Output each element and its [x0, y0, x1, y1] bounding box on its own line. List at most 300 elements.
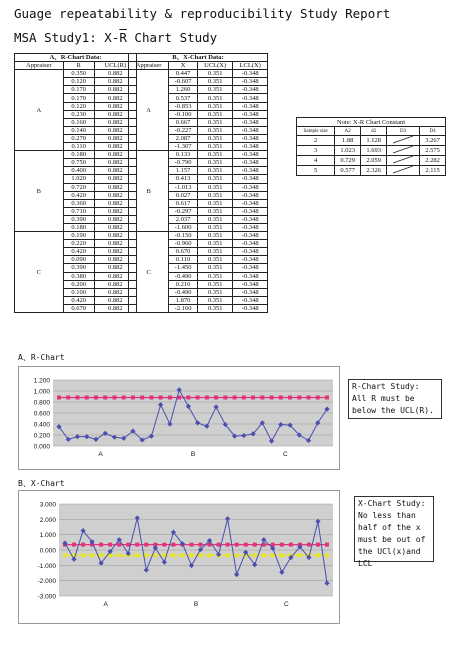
ucl-x-cell: 0.351	[197, 272, 233, 280]
lcl-marker	[316, 553, 320, 557]
y-tick-label: 0.000	[39, 547, 56, 555]
r-value-cell: 0.390	[63, 264, 94, 272]
r-value-cell: 1.020	[63, 175, 94, 183]
ucl-r-cell: 0.882	[94, 207, 136, 215]
ucl-marker	[75, 395, 79, 399]
y-tick-label: 1.000	[39, 532, 56, 540]
r-value-cell: 0.420	[63, 296, 94, 304]
y-tick-label: 0.400	[33, 421, 50, 429]
constant-cell: 2.575	[420, 146, 446, 156]
lcl-x-cell: -0.348	[233, 183, 268, 191]
lcl-marker	[135, 553, 139, 557]
x-value-cell: 0.210	[169, 280, 198, 288]
ucl-marker	[297, 395, 301, 399]
r-chart-note	[348, 379, 442, 419]
ucl-marker	[316, 543, 320, 547]
ucl-x-cell: 0.351	[197, 183, 233, 191]
x-value-cell: 2.087	[169, 134, 198, 142]
r-value-cell: 0.420	[63, 248, 94, 256]
ucl-marker	[140, 395, 144, 399]
ucl-x-cell: 0.351	[197, 151, 233, 159]
x-value-cell: -1.307	[169, 143, 198, 151]
x-value-cell: 0.027	[169, 191, 198, 199]
r-value-cell: 0.270	[63, 134, 94, 142]
y-tick-label: -3.000	[37, 593, 56, 601]
constant-cell: 1.88	[335, 136, 361, 146]
ucl-r-cell: 0.882	[94, 102, 136, 110]
ucl-marker	[162, 543, 166, 547]
ucl-r-cell: 0.882	[94, 134, 136, 142]
lcl-x-cell: -0.348	[233, 248, 268, 256]
lcl-x-cell: -0.348	[233, 232, 268, 240]
r-chart-data-table	[14, 53, 137, 313]
r-value-cell: 0.100	[63, 288, 94, 296]
ucl-r-cell: 0.882	[94, 126, 136, 134]
r-chart-section-label: A、R-Chart	[18, 353, 65, 362]
appraiser-cell: C	[129, 232, 169, 313]
constant-header: D4	[420, 127, 446, 136]
r-value-cell: 0.190	[63, 232, 94, 240]
r-chart	[19, 367, 339, 469]
lcl-x-cell: -0.348	[233, 191, 268, 199]
ucl-x-cell: 0.351	[197, 199, 233, 207]
ucl-marker	[72, 543, 76, 547]
r-value-cell: 0.170	[63, 86, 94, 94]
table-row	[297, 146, 446, 156]
lcl-x-cell: -0.348	[233, 167, 268, 175]
constant-header: A2	[335, 127, 361, 136]
lcl-marker	[199, 553, 203, 557]
x-chart-frame	[18, 490, 340, 624]
ucl-x-cell: 0.351	[197, 280, 233, 288]
x-value-cell: 1.870	[169, 296, 198, 304]
ucl-x-cell: 0.351	[197, 134, 233, 142]
x-note-body: No less than half of the x must be out of the UCl(x)and LCL	[358, 511, 426, 568]
ucl-marker	[307, 543, 311, 547]
x-value-cell: 0.537	[169, 94, 198, 102]
r-table-section-title: A、R-Chart Data:	[15, 54, 137, 62]
ucl-marker	[270, 395, 274, 399]
ucl-marker	[159, 395, 163, 399]
lcl-marker	[262, 553, 266, 557]
ucl-x-cell: 0.351	[197, 207, 233, 215]
ucl-x-cell: 0.351	[197, 304, 233, 312]
ucl-r-cell: 0.882	[94, 167, 136, 175]
x-value-cell: -0.100	[169, 110, 198, 118]
ucl-marker	[144, 543, 148, 547]
r-value-cell: 0.220	[63, 240, 94, 248]
ucl-marker	[189, 543, 193, 547]
ucl-r-cell: 0.882	[94, 288, 136, 296]
ucl-marker	[226, 543, 230, 547]
lcl-x-cell: -0.348	[233, 272, 268, 280]
x-value-cell: -0.790	[169, 159, 198, 167]
lcl-marker	[99, 553, 103, 557]
x-chart-section-label: B、X-Chart	[18, 479, 65, 488]
r-value-cell: 0.420	[63, 191, 94, 199]
ucl-marker	[279, 395, 283, 399]
ucl-x-cell: 0.351	[197, 94, 233, 102]
x-table-header: Appraiser	[129, 62, 169, 70]
ucl-marker	[325, 543, 329, 547]
ucl-marker	[235, 543, 239, 547]
r-table-header: R	[63, 62, 94, 70]
ucl-r-cell: 0.882	[94, 256, 136, 264]
lcl-x-cell: -0.348	[233, 94, 268, 102]
lcl-marker	[271, 553, 275, 557]
ucl-marker	[196, 395, 200, 399]
r-value-cell: 0.360	[63, 199, 94, 207]
lcl-marker	[226, 553, 230, 557]
constant-header: D3	[387, 127, 420, 136]
constant-cell	[387, 146, 420, 156]
x-table-header: X	[169, 62, 198, 70]
ucl-marker	[233, 395, 237, 399]
r-value-cell: 0.400	[63, 167, 94, 175]
constant-cell: 2.326	[361, 166, 387, 176]
r-value-cell: 0.750	[63, 159, 94, 167]
x-table-header: LCL(X)	[233, 62, 268, 70]
lcl-x-cell: -0.348	[233, 264, 268, 272]
ucl-r-cell: 0.882	[94, 94, 136, 102]
r-value-cell: 0.090	[63, 256, 94, 264]
ucl-r-cell: 0.882	[94, 232, 136, 240]
ucl-r-cell: 0.882	[94, 215, 136, 223]
subtitle-suffix: Chart Study	[126, 30, 218, 45]
x-value-cell: -0.607	[169, 78, 198, 86]
constant-cell: 0.577	[335, 166, 361, 176]
r-value-cell: 0.350	[63, 70, 94, 78]
constant-cell: 0.729	[335, 156, 361, 166]
constant-header: d2	[361, 127, 387, 136]
lcl-marker	[298, 553, 302, 557]
appraiser-cell: B	[129, 151, 169, 232]
constant-cell: 1.693	[361, 146, 387, 156]
r-value-cell: 0.160	[63, 118, 94, 126]
constant-table-title: Note: X-R Chart Constant	[297, 118, 446, 127]
ucl-r-cell: 0.882	[94, 118, 136, 126]
ucl-x-cell: 0.351	[197, 223, 233, 231]
ucl-marker	[205, 395, 209, 399]
ucl-x-cell: 0.351	[197, 175, 233, 183]
x-value-cell: 0.617	[169, 199, 198, 207]
report-subtitle	[14, 30, 217, 45]
ucl-marker	[280, 543, 284, 547]
x-value-cell: 0.447	[169, 70, 198, 78]
y-tick-label: 2.000	[39, 516, 56, 524]
ucl-marker	[81, 543, 85, 547]
diagonal-slash-icon	[393, 166, 413, 173]
ucl-r-cell: 0.882	[94, 280, 136, 288]
x-value-cell: 0.670	[169, 248, 198, 256]
table-row	[297, 156, 446, 166]
ucl-marker	[260, 395, 264, 399]
x-category-label: C	[283, 601, 289, 608]
ucl-marker	[108, 543, 112, 547]
ucl-r-cell: 0.882	[94, 248, 136, 256]
lcl-x-cell: -0.348	[233, 102, 268, 110]
lcl-marker	[235, 553, 239, 557]
r-value-cell: 0.200	[63, 280, 94, 288]
ucl-x-cell: 0.351	[197, 215, 233, 223]
lcl-marker	[81, 553, 85, 557]
constant-cell	[387, 136, 420, 146]
lcl-x-cell: -0.348	[233, 280, 268, 288]
lcl-marker	[180, 553, 184, 557]
x-table-section-title: B、X-Chart Data:	[129, 54, 268, 62]
constant-cell: 2.059	[361, 156, 387, 166]
constant-cell: 3	[297, 146, 335, 156]
r-value-cell: 0.180	[63, 151, 94, 159]
r-value-cell: 0.670	[63, 304, 94, 312]
x-category-label: B	[190, 451, 196, 458]
appraiser-cell: C	[15, 232, 64, 313]
ucl-marker	[57, 395, 61, 399]
table-row	[129, 70, 268, 78]
lcl-marker	[144, 553, 148, 557]
ucl-marker	[253, 543, 257, 547]
lcl-marker	[90, 553, 94, 557]
lcl-marker	[208, 553, 212, 557]
ucl-marker	[66, 395, 70, 399]
table-row	[297, 166, 446, 176]
lcl-marker	[325, 553, 329, 557]
ucl-x-cell: 0.351	[197, 86, 233, 94]
constant-cell: 1.128	[361, 136, 387, 146]
lcl-x-cell: -0.348	[233, 70, 268, 78]
ucl-marker	[168, 395, 172, 399]
x-value-cell: 1.157	[169, 167, 198, 175]
r-value-cell: 0.180	[63, 223, 94, 231]
ucl-r-cell: 0.882	[94, 183, 136, 191]
x-category-label: A	[98, 451, 103, 458]
appraiser-cell: B	[15, 151, 64, 232]
subtitle-prefix: MSA Study1: X-	[14, 30, 120, 45]
lcl-marker	[280, 553, 284, 557]
ucl-r-cell: 0.882	[94, 151, 136, 159]
r-value-cell: 0.120	[63, 102, 94, 110]
ucl-x-cell: 0.351	[197, 264, 233, 272]
ucl-marker	[214, 395, 218, 399]
ucl-x-cell: 0.351	[197, 248, 233, 256]
lcl-marker	[171, 553, 175, 557]
x-value-cell: -1.450	[169, 264, 198, 272]
x-value-cell: 0.110	[169, 256, 198, 264]
constant-cell: 1.023	[335, 146, 361, 156]
constant-cell: 3.267	[420, 136, 446, 146]
ucl-marker	[99, 543, 103, 547]
lcl-x-cell: -0.348	[233, 126, 268, 134]
lcl-x-cell: -0.348	[233, 118, 268, 126]
ucl-r-cell: 0.882	[94, 304, 136, 312]
lcl-x-cell: -0.348	[233, 143, 268, 151]
x-value-cell: -0.227	[169, 126, 198, 134]
x-value-cell: -1.013	[169, 183, 198, 191]
lcl-x-cell: -0.348	[233, 288, 268, 296]
lcl-x-cell: -0.348	[233, 240, 268, 248]
lcl-x-cell: -0.348	[233, 223, 268, 231]
ucl-marker	[135, 543, 139, 547]
ucl-x-cell: 0.351	[197, 240, 233, 248]
ucl-r-cell: 0.882	[94, 264, 136, 272]
y-tick-label: 0.600	[33, 410, 50, 418]
lcl-x-cell: -0.348	[233, 86, 268, 94]
x-value-cell: -1.600	[169, 223, 198, 231]
lcl-x-cell: -0.348	[233, 78, 268, 86]
constant-cell: 2	[297, 136, 335, 146]
r-value-cell: 0.140	[63, 126, 94, 134]
x-value-cell: -0.297	[169, 207, 198, 215]
ucl-marker	[288, 395, 292, 399]
ucl-r-cell: 0.882	[94, 296, 136, 304]
lcl-x-cell: -0.348	[233, 207, 268, 215]
ucl-marker	[316, 395, 320, 399]
constant-header: Sample size	[297, 127, 335, 136]
lcl-x-cell: -0.348	[233, 175, 268, 183]
ucl-r-cell: 0.882	[94, 70, 136, 78]
x-value-cell: 0.667	[169, 118, 198, 126]
lcl-x-cell: -0.348	[233, 296, 268, 304]
x-chart-data-table	[128, 53, 268, 313]
x-value-cell: -0.490	[169, 272, 198, 280]
chart-constant-table	[296, 117, 446, 176]
constant-cell: 2.282	[420, 156, 446, 166]
ucl-x-cell: 0.351	[197, 167, 233, 175]
ucl-r-cell: 0.882	[94, 159, 136, 167]
ucl-x-cell: 0.351	[197, 118, 233, 126]
diagonal-slash-icon	[393, 136, 413, 143]
lcl-marker	[63, 553, 67, 557]
ucl-r-cell: 0.882	[94, 78, 136, 86]
r-note-title: R-Chart Study:	[352, 382, 420, 391]
ucl-marker	[122, 395, 126, 399]
table-row	[129, 151, 268, 159]
report-title: Guage repeatability & reproducibility Study Report	[14, 6, 391, 21]
lcl-x-cell: -0.348	[233, 304, 268, 312]
lcl-marker	[189, 553, 193, 557]
x-category-label: C	[283, 451, 288, 458]
r-table-header: UCL(R)	[94, 62, 136, 70]
table-row	[15, 232, 137, 240]
table-row	[15, 151, 137, 159]
ucl-marker	[186, 395, 190, 399]
ucl-x-cell: 0.351	[197, 232, 233, 240]
ucl-marker	[131, 395, 135, 399]
ucl-marker	[242, 395, 246, 399]
lcl-x-cell: -0.348	[233, 159, 268, 167]
ucl-r-cell: 0.882	[94, 143, 136, 151]
ucl-marker	[325, 395, 329, 399]
x-category-label: B	[193, 601, 199, 608]
ucl-x-cell: 0.351	[197, 159, 233, 167]
table-row	[15, 70, 137, 78]
r-note-body: All R must be below the UCL(R).	[352, 394, 434, 415]
x-value-cell: -0.853	[169, 102, 198, 110]
subtitle-r: $\overline{R}$	[119, 30, 127, 45]
ucl-marker	[289, 543, 293, 547]
r-value-cell: 0.120	[63, 78, 94, 86]
ucl-x-cell: 0.351	[197, 191, 233, 199]
ucl-x-cell: 0.351	[197, 256, 233, 264]
r-value-cell: 0.170	[63, 94, 94, 102]
diagonal-slash-icon	[393, 146, 413, 153]
x-value-cell: 0.133	[169, 151, 198, 159]
x-value-cell: -0.490	[169, 288, 198, 296]
constant-cell	[387, 156, 420, 166]
ucl-x-cell: 0.351	[197, 143, 233, 151]
lcl-x-cell: -0.348	[233, 256, 268, 264]
ucl-marker	[244, 543, 248, 547]
ucl-x-cell: 0.351	[197, 296, 233, 304]
r-value-cell: 0.110	[63, 143, 94, 151]
constant-cell: 2.115	[420, 166, 446, 176]
appraiser-cell: A	[15, 70, 64, 151]
x-chart	[19, 491, 339, 623]
ucl-marker	[223, 395, 227, 399]
x-value-cell: -2.160	[169, 304, 198, 312]
ucl-r-cell: 0.882	[94, 199, 136, 207]
ucl-marker	[94, 395, 98, 399]
x-value-cell: -0.960	[169, 240, 198, 248]
x-value-cell: -0.150	[169, 232, 198, 240]
y-tick-label: -2.000	[37, 578, 56, 586]
y-tick-label: 1.200	[33, 377, 50, 385]
ucl-x-cell: 0.351	[197, 102, 233, 110]
x-value-cell: 1.260	[169, 86, 198, 94]
y-tick-label: 0.000	[33, 443, 50, 451]
lcl-x-cell: -0.348	[233, 110, 268, 118]
x-table-header: UCL(X)	[197, 62, 233, 70]
x-value-cell: 2.037	[169, 215, 198, 223]
x-note-title: X-Chart Study:	[358, 499, 426, 508]
ucl-r-cell: 0.882	[94, 223, 136, 231]
ucl-r-cell: 0.882	[94, 175, 136, 183]
ucl-x-cell: 0.351	[197, 288, 233, 296]
r-value-cell: 0.710	[63, 207, 94, 215]
r-value-cell: 0.230	[63, 110, 94, 118]
lcl-marker	[117, 553, 121, 557]
ucl-marker	[217, 543, 221, 547]
lcl-marker	[253, 553, 257, 557]
ucl-r-cell: 0.882	[94, 272, 136, 280]
lcl-x-cell: -0.348	[233, 215, 268, 223]
lcl-x-cell: -0.348	[233, 134, 268, 142]
lcl-marker	[153, 553, 157, 557]
constant-cell: 5	[297, 166, 335, 176]
ucl-r-cell: 0.882	[94, 110, 136, 118]
appraiser-cell: A	[129, 70, 169, 151]
r-table-header: Appraiser	[15, 62, 64, 70]
ucl-marker	[85, 395, 89, 399]
ucl-x-cell: 0.351	[197, 110, 233, 118]
ucl-r-cell: 0.882	[94, 240, 136, 248]
r-value-cell: 0.720	[63, 183, 94, 191]
y-tick-label: 0.200	[33, 432, 50, 440]
ucl-marker	[307, 395, 311, 399]
ucl-marker	[117, 543, 121, 547]
ucl-marker	[103, 395, 107, 399]
lcl-x-cell: -0.348	[233, 151, 268, 159]
ucl-x-cell: 0.351	[197, 70, 233, 78]
diagonal-slash-icon	[393, 156, 413, 163]
r-value-cell: 0.380	[63, 272, 94, 280]
x-chart-note	[354, 496, 434, 568]
constant-cell	[387, 166, 420, 176]
r-value-cell: 0.390	[63, 215, 94, 223]
x-category-label: A	[103, 601, 108, 608]
r-chart-frame	[18, 366, 340, 470]
ucl-r-cell: 0.882	[94, 191, 136, 199]
